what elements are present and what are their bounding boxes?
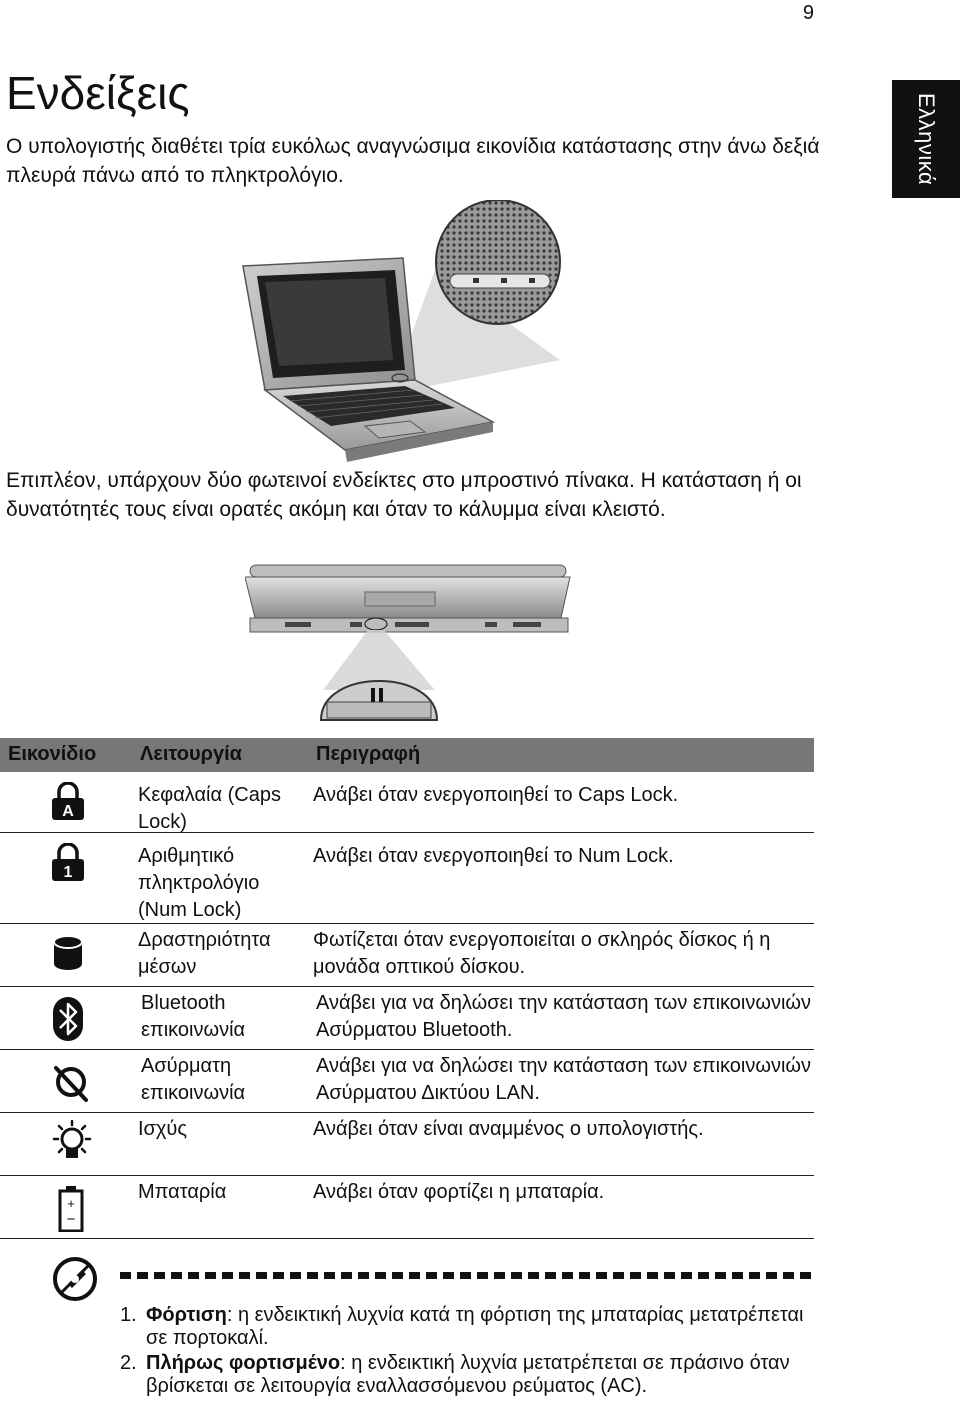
row-description: Ανάβει όταν ενεργοποιηθεί το Caps Lock. [313,784,679,806]
row-function: Ισχύς [138,1118,187,1140]
language-tab [892,80,960,198]
power-icon [50,1119,94,1165]
row-description: Ανάβει όταν φορτίζει η μπαταρία. [313,1181,605,1203]
row-description: Ανάβει όταν ενεργοποιηθεί το Num Lock. [313,845,674,867]
row-function: Κεφαλαία (Caps Lock) [138,784,281,833]
intro-paragraph: Ο υπολογιστής διαθέτει τρία ευκόλως αναγνώσιμα εικονίδια κατάστασης στην άνω δεξιά πλευρά πάνω από το πληκτρολόγιο. [6,135,820,187]
note-number: 1. [120,1304,137,1326]
laptop-open-illustration [235,200,575,462]
wireless-icon [50,1064,90,1104]
header-description: Περιγραφή [316,743,421,765]
row-function: Αριθμητικό πληκτρολόγιο (Num Lock) [138,845,260,921]
note-icon [52,1256,98,1302]
battery-icon [58,1186,84,1232]
table-row [0,833,814,924]
row-description: Ανάβει για να δηλώσει την κατάσταση των επικοινωνιών Ασύρματου Bluetooth. [316,992,812,1041]
header-icon: Εικονίδιο [8,743,97,765]
svg-text:1: 1 [63,864,73,881]
bluetooth-icon [50,997,86,1041]
row-description: Ανάβει για να δηλώσει την κατάσταση των επικοινωνιών Ασύρματου Δικτύου LAN. [316,1055,812,1104]
list-item [120,1304,826,1350]
table-header [0,738,814,772]
num-lock-icon [50,843,86,883]
caps-lock-icon [50,782,86,822]
svg-text:−: − [66,1211,76,1228]
note-divider [120,1272,816,1279]
laptop-closed-illustration [245,560,575,735]
table-row [0,1113,814,1176]
svg-text:A: A [62,803,74,820]
page-number: 9 [802,2,814,24]
notes-list [120,1304,826,1400]
front-panel-paragraph: Επιπλέον, υπάρχουν δύο φωτεινοί ενδείκτες στο μπροστινό πίνακα. Η κατάσταση ή οι δυνατότητές τους είναι ορατές ακόμη και όταν το κάλυμμα είναι κλειστό. [6,469,802,521]
header-function: Λειτουργία [140,743,242,765]
row-function: Bluetooth επικοινωνία [141,992,246,1041]
row-function: Δραστηριότητα μέσων [138,929,271,978]
note-term: Πλήρως φορτισμένο [146,1352,341,1374]
note-text: : η ενδεικτική λυχνία κατά τη φόρτιση της μπαταρίας μετατρέπεται σε πορτοκαλί. [146,1304,804,1349]
page-title: Ενδείξεις [6,67,190,119]
row-function: Μπαταρία [138,1181,227,1203]
table-row [0,987,814,1050]
table-row [0,1176,814,1239]
table-row [0,1050,814,1113]
list-item [120,1352,826,1398]
row-function: Ασύρματη επικοινωνία [141,1055,246,1104]
media-activity-icon [50,934,86,974]
note-number: 2. [120,1352,137,1374]
row-description: Φωτίζεται όταν ενεργοποιείται ο σκληρός δίσκος ή η μονάδα οπτικού δίσκου. [313,929,771,978]
svg-text:+: + [67,1196,75,1211]
table-row [0,772,814,833]
indicator-table [0,738,814,1239]
note-text: : η ενδεικτική λυχνία μετατρέπεται σε πράσινο όταν βρίσκεται σε λειτουργία εναλλασσόμενου ρεύματος (AC). [146,1352,790,1397]
table-row [0,924,814,987]
row-description: Ανάβει όταν είναι αναμμένος ο υπολογιστής. [313,1118,704,1140]
note-term: Φόρτιση [146,1304,227,1326]
language-tab-label: Ελληνικά [914,92,939,186]
